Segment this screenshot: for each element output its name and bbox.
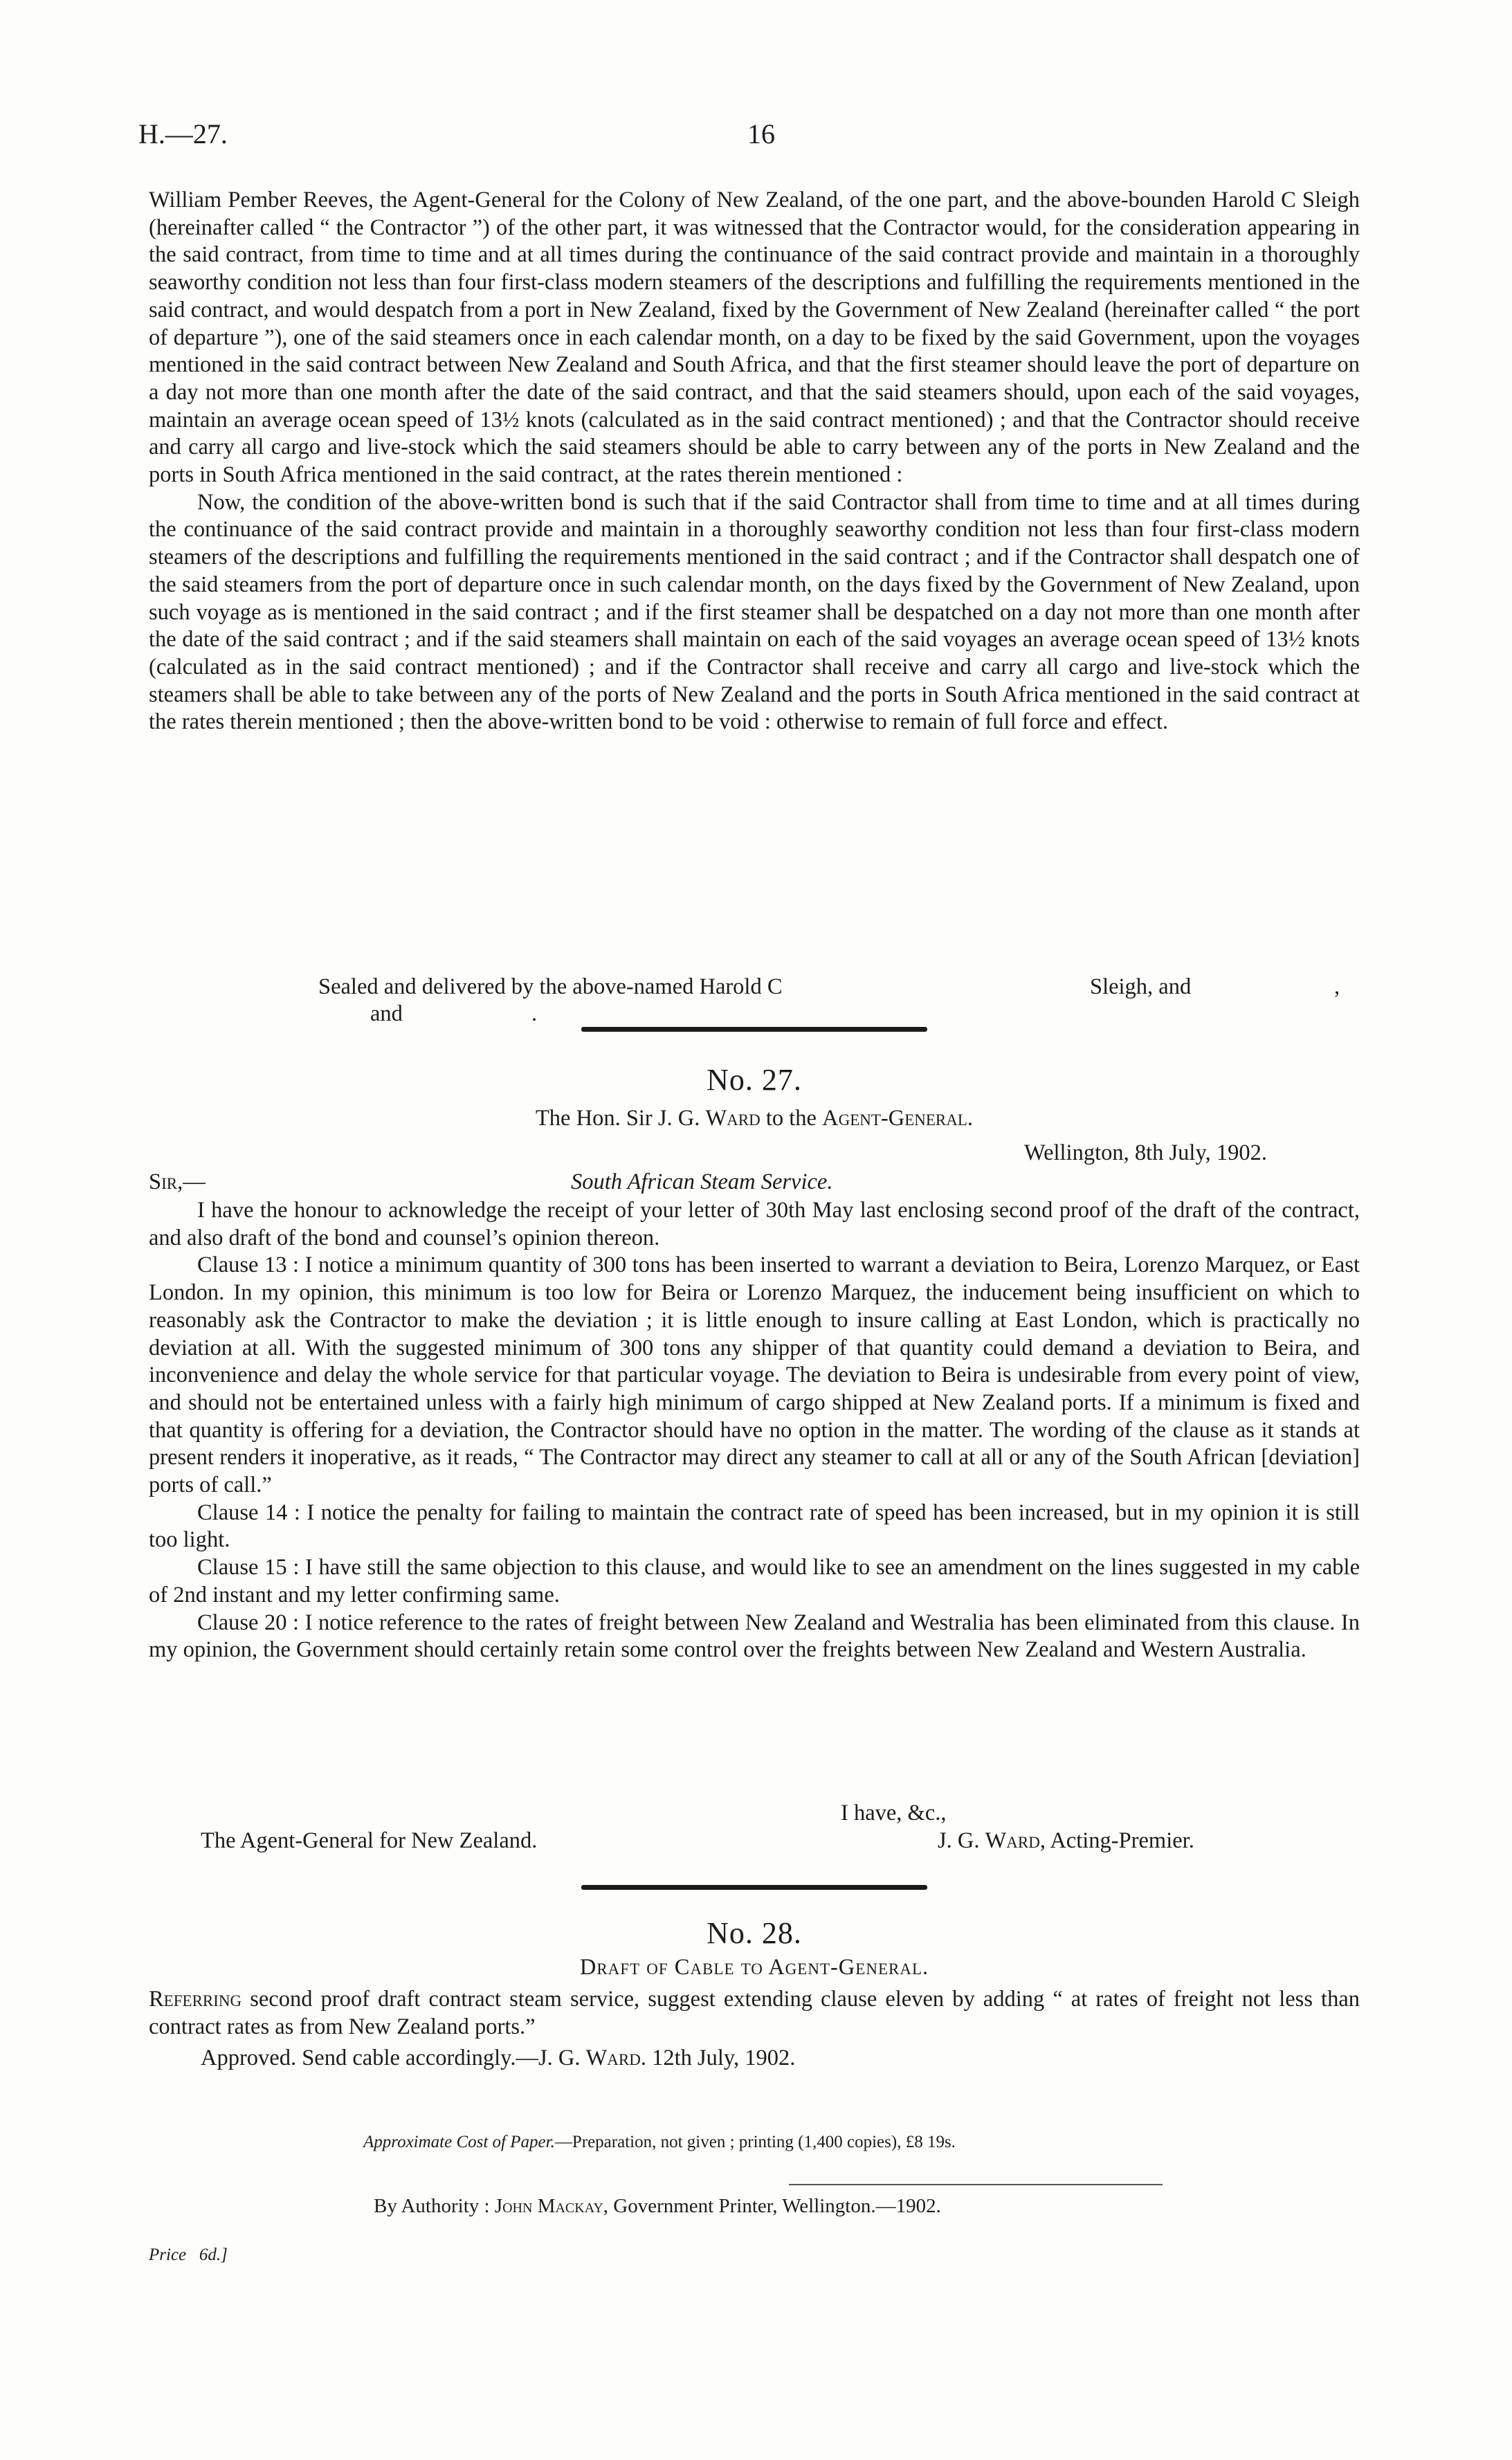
- letter-27-paragraph: I have the honour to acknowledge the receipt of your letter of 30th May last enclosing second proof of the draft of the contract, and also draft of the bond and counsel’s opinion thereon.: [149, 1198, 1360, 1250]
- cost-of-paper-note: Approximate Cost of Paper.—Preparation, not given ; printing (1,400 copies), £8 19s.: [363, 2133, 956, 2151]
- cable-28-body: [149, 1986, 1360, 2041]
- letter-27-number: No. 27.: [707, 1063, 802, 1097]
- letter-27-paragraph: Clause 13 : I notice a minimum quantity of 300 tons has been inserted to warrant a deviation to Beira, Lorenzo Marquez, or East London. In my opinion, this minimum is too low for Beira or Lorenzo Marquez, the inducement being insufficient on which to reasonably ask the Contractor to make the deviation ; it is little enough to insure calling at East London, which is practically no deviation at all. With the suggested minimum of 300 tons any shipper of that quantity could demand a deviation to Beira, and inconvenience and delay the whole service for that particular voyage. The deviation to Beira is undesirable from every point of view, and should not be entertained unless with a fairly high minimum of cargo shipped at New Zealand ports. If a minimum is fixed and that quantity is offering for a deviation, the Contractor should have no option in the matter. The wording of the clause as it stands at present renders it inoperative, as it reads, “ The Contractor may direct any steamer to call at all or any of the South African [deviation] ports of call.”: [149, 1252, 1360, 1498]
- bond-recital-paragraph: William Pember Reeves, the Agent-General for the Colony of New Zealand, of the one part, and the above-bounden Harold C Sleigh (hereinafter called “ the Contractor ”) of the other part, it was witnessed that the Contractor would, for the consideration appearing in the said contract, from time to time and at all times during the continuance of the said contract provide and maintain in a thoroughly seaworthy condition not less than four first-class modern steamers of the descriptions and fulfilling the requirements mentioned in the said contract, and would despatch from a port in New Zealand, fixed by the Government of New Zealand (hereinafter called “ the port of departure ”), one of the said steamers once in each calendar month, on a day to be fixed by the said Government, upon the voyages mentioned in the said contract between New Zealand and South Africa, and that the first steamer should leave the port of departure on a day not more than one month after the date of the said contract, and that the said steamers should, upon each of the said voyages, maintain an average ocean speed of 13½ knots (calculated as in the said contract mentioned) ; and that the Contractor should receive and carry all cargo and live-stock which the said steamers should be able to carry between any of the ports in New Zealand and the ports in South Africa mentioned in the said contract, at the rates therein mentioned :: [149, 188, 1360, 488]
- cable-28-number: No. 28.: [707, 1916, 802, 1950]
- letter-27-paragraph: Clause 15 : I have still the same objection to this clause, and would like to see an amendment on the lines suggested in my cable of 2nd instant and my letter confirming same.: [149, 1555, 1360, 1607]
- price-note: Price 6d.]: [149, 2245, 228, 2264]
- sealed-line-dot: .: [531, 1001, 538, 1026]
- sealed-line-and: and: [370, 1001, 403, 1026]
- letter-27-closing: I have, &c.,: [841, 1801, 947, 1825]
- letter-27-paragraph: Clause 20 : I notice reference to the rates of freight between New Zealand and Westralia has been eliminated from this clause. In my opinion, the Government should certainly retain some control over the freights between New Zealand and Western Australia.: [149, 1610, 1360, 1663]
- bond-continuation: [149, 187, 1360, 736]
- letter-27-signature: J. G. Ward, Acting-Premier.: [938, 1828, 1194, 1853]
- cable-28-approval: Approved. Send cable accordingly.—J. G. Ward. 12th July, 1902.: [201, 2046, 796, 2070]
- page-number: 16: [747, 118, 775, 149]
- letter-27-paragraph: Clause 14 : I notice the penalty for failing to maintain the contract rate of speed has been increased, but in my opinion it is still too light.: [149, 1500, 1360, 1553]
- sealed-line-comma: ,: [1334, 974, 1340, 999]
- letter-27-subject: South African Steam Service.: [571, 1169, 833, 1194]
- letter-27-addressee: The Agent-General for New Zealand.: [201, 1828, 538, 1853]
- bond-condition-paragraph: Now, the condition of the above-written bond is such that if the said Contractor shall from time to time and at all times during the continuance of the said contract provide and maintain in a thoroughly seaworthy condition not less than four first-class modern steamers of the descriptions and fulfilling the requirements mentioned in the said contract ; and if the Contractor shall despatch one of the said steamers from the port of departure once in such calendar month, on the days fixed by the Government of New Zealand, upon such voyage as is mentioned in the said contract ; and if the first steamer shall be despatched on a day not more than one month after the date of the said contract ; and if the said steamers shall maintain on each of the said voyages an average ocean speed of 13½ knots (calculated as in the said contract mentioned) ; and if the Contractor shall receive and carry all cargo and live-stock which the steamers shall be able to take between any of the ports of New Zealand and the ports in South Africa mentioned in the said contract at the rates therein mentioned ; then the above-written bond to be void : otherwise to remain of full force and effect.: [149, 489, 1360, 735]
- footer-divider: [789, 2184, 1163, 2185]
- cable-28-text: Referring second proof draft contract steam service, suggest extending clause eleven by adding “ at rates of freight not less than contract rates as from New Zealand ports.”: [149, 1987, 1360, 2039]
- page-header: [138, 118, 1384, 159]
- section-divider: [581, 1027, 927, 1032]
- letter-27-date: Wellington, 8th July, 1902.: [1024, 1140, 1267, 1165]
- letter-27-body: [149, 1197, 1360, 1664]
- document-reference: H.—27.: [138, 118, 228, 149]
- cable-28-title: Draft of Cable to Agent-General.: [579, 1955, 929, 1980]
- sealed-line-sleigh: Sleigh, and: [1090, 974, 1192, 999]
- letter-27-title: The Hon. Sir J. G. Ward to the Agent-General.: [535, 1106, 974, 1131]
- sealed-line: Sealed and delivered by the above-named Harold C: [318, 974, 783, 999]
- printer-authority: By Authority : John Mackay, Government Printer, Wellington.—1902.: [374, 2195, 941, 2217]
- letter-27-salutation: Sir,—: [149, 1169, 206, 1194]
- section-divider: [581, 1885, 927, 1890]
